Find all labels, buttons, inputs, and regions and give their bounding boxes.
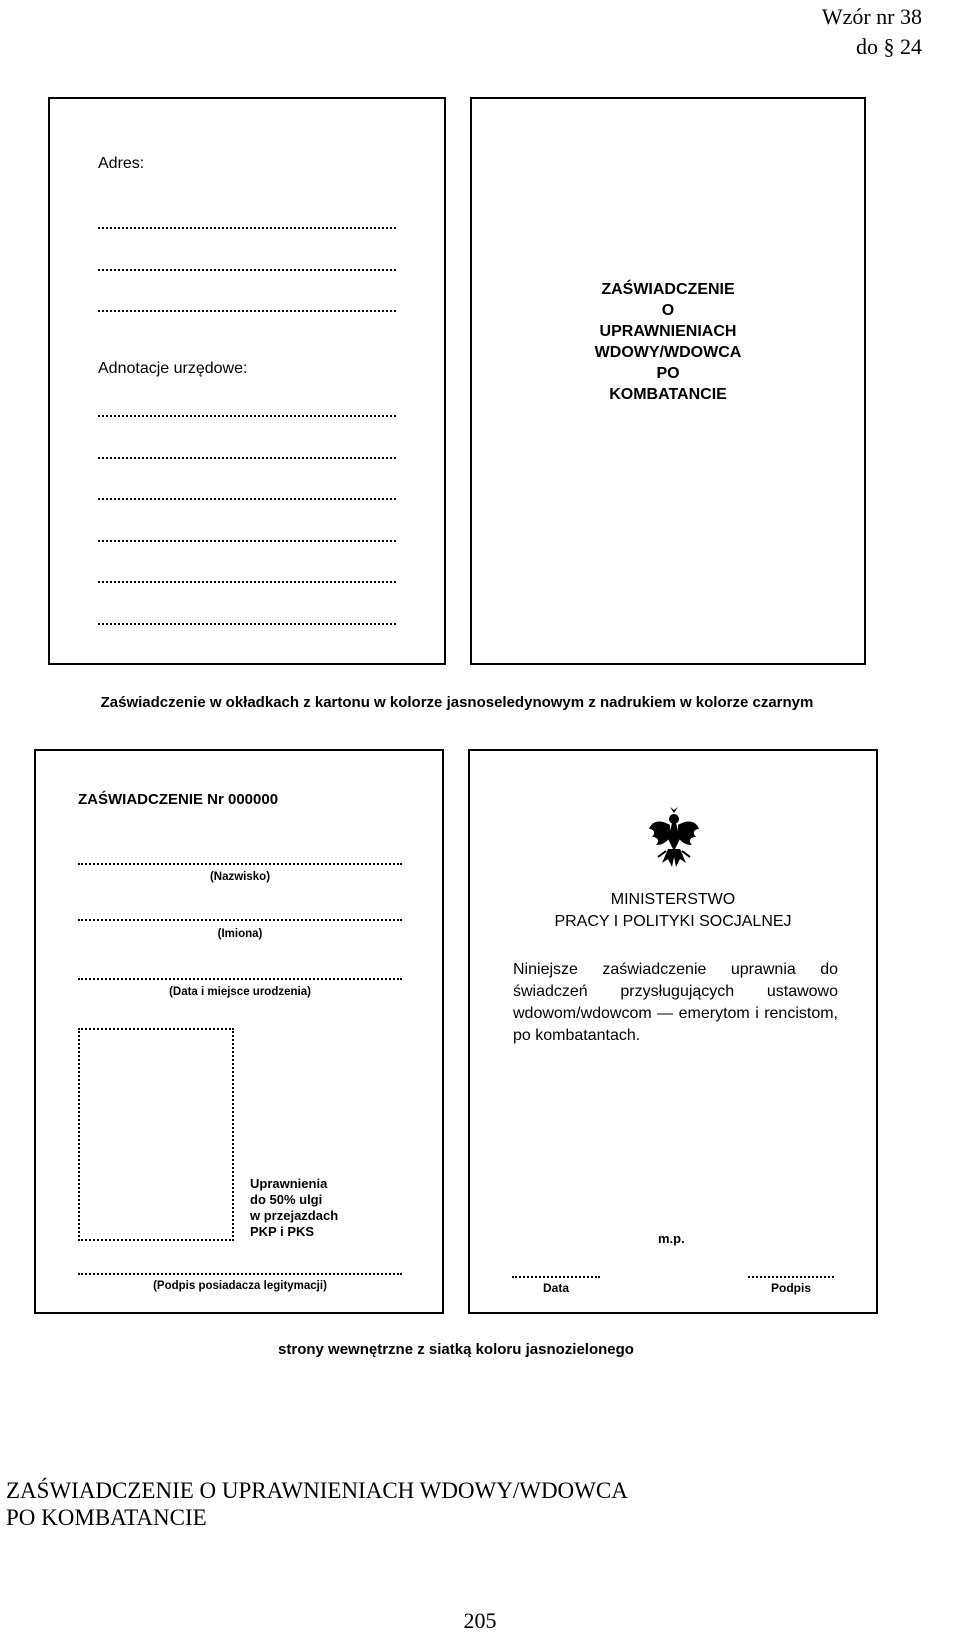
address-label: Adres: (98, 155, 145, 172)
signature-label: Podpis (770, 1281, 811, 1295)
address-line-2 (98, 269, 396, 271)
ministry-line-2: PRACY I POLITYKI SOCJALNEJ (554, 913, 792, 930)
cover-back-panel (48, 97, 446, 665)
form-reference (822, 2, 922, 62)
holder-signature-line (78, 1273, 402, 1275)
certificate-number: ZAŚWIADCZENIE Nr 000000 (78, 791, 279, 808)
address-line-1 (98, 227, 396, 229)
form-number: Wzór nr 38 (821, 4, 922, 29)
annotation-line-1 (98, 415, 396, 417)
holder-signature-label: (Podpis posiadacza legitymacji) (153, 1280, 327, 1292)
cover-title-line: PO (656, 365, 680, 382)
cover-title-line: UPRAWNIENIACH (599, 323, 737, 340)
polish-eagle-emblem-icon (648, 805, 700, 871)
names-line (78, 919, 402, 921)
stamp-placeholder: m.p. (658, 1231, 685, 1246)
photo-placeholder (78, 1028, 234, 1241)
surname-line (78, 863, 402, 865)
document-title-line-2: PO KOMBATANCIE (6, 1505, 207, 1530)
surname-label: (Nazwisko) (209, 871, 271, 883)
document-title-line-1: ZAŚWIADCZENIE O UPRAWNIENIACH WDOWY/WDOWCA (6, 1478, 628, 1503)
cover-title (472, 279, 864, 405)
inner-right-panel (468, 749, 878, 1314)
cover-caption: Zaświadczenie w okładkach z kartonu w kolorze jasnoseledynowym z nadrukiem w kolorze czarnym (100, 694, 814, 711)
discount-notice (250, 1176, 338, 1240)
cover-title-line: O (661, 302, 675, 319)
annotation-line-3 (98, 498, 396, 500)
discount-line: do 50% ulgi (250, 1192, 323, 1207)
date-line (512, 1276, 600, 1278)
form-paragraph: do § 24 (856, 34, 922, 59)
discount-line: w przejazdach (250, 1208, 339, 1223)
ministry-name (470, 889, 876, 933)
cover-title-line: WDOWY/WDOWCA (594, 344, 742, 361)
annotation-line-2 (98, 457, 396, 459)
annotation-line-6 (98, 623, 396, 625)
birth-line (78, 978, 402, 980)
cover-title-line: ZAŚWIADCZENIE (601, 281, 735, 298)
cover-title-line: KOMBATANCIE (609, 386, 727, 403)
date-label: Data (542, 1281, 569, 1295)
signature-line (748, 1276, 834, 1278)
discount-line: PKP i PKS (250, 1224, 315, 1239)
page-number: 205 (463, 1608, 497, 1633)
discount-line: Uprawnienia (250, 1176, 328, 1191)
ministry-line-1: MINISTERSTWO (610, 891, 736, 908)
document-title (6, 1477, 628, 1531)
inner-pages-caption: strony wewnętrzne z siatką koloru jasnozielonego (278, 1341, 634, 1358)
birth-label: (Data i miejsce urodzenia) (169, 986, 311, 998)
inner-left-panel (34, 749, 444, 1314)
entitlement-text: Niniejsze zaświadczenie uprawnia do świadczeń przysługujących ustawowo wdowom/wdowcom — emerytom i rencistom, po kombatantach. (513, 961, 838, 1044)
annotations-label: Adnotacje urzędowe: (98, 360, 248, 377)
annotation-line-5 (98, 581, 396, 583)
names-label: (Imiona) (217, 928, 263, 940)
address-line-3 (98, 310, 396, 312)
cover-front-panel (470, 97, 866, 665)
annotation-line-4 (98, 540, 396, 542)
